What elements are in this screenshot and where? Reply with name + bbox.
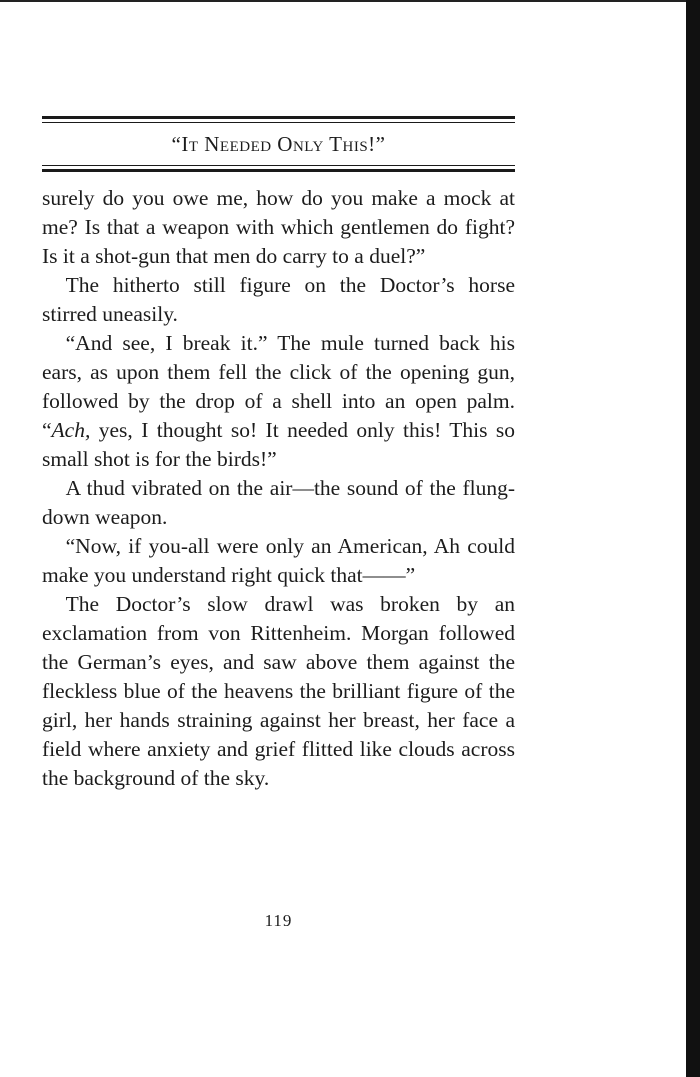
page-binding-edge <box>686 0 700 1077</box>
paragraph-6 <box>42 590 515 793</box>
running-head: “It Needed Only This!” <box>171 132 386 156</box>
header-rule-top-thin <box>42 122 515 123</box>
paragraph-text: The hitherto still figure on the Doctor’s horse stirred uneasily. <box>42 273 515 326</box>
paragraph-text: “Now, if you-all were only an American, Ah could make you understand right quick that——” <box>42 534 515 587</box>
paragraph-text: yes, I thought so! It needed only this! This so small shot is for the birds!” <box>42 418 515 471</box>
paragraph-text: A thud vibrated on the air—the sound of the flung-down weapon. <box>42 476 515 529</box>
paragraph-3 <box>42 329 515 474</box>
paragraph-4 <box>42 474 515 532</box>
paragraph-text: The Doctor’s slow drawl was broken by an exclamation from von Rittenheim. Morgan followed the German’s eyes, and saw above them against the fleckless blue of the heavens the brilliant figure of the girl, her hands straining against her breast, her face a field where anxiety and grief flitted like clouds across the background of the sky. <box>42 592 515 790</box>
page-top-edge <box>0 0 700 2</box>
header-rule-top-thick <box>42 116 515 119</box>
italic-word: Ach, <box>51 418 91 442</box>
paragraph-2 <box>42 271 515 329</box>
header-rule-bottom-thin <box>42 165 515 166</box>
page-body <box>42 184 515 793</box>
paragraph-1 <box>42 184 515 271</box>
paragraph-5 <box>42 532 515 590</box>
header-rule-bottom-thick <box>42 169 515 172</box>
paragraph-text: “And see, I break it.” The mule turned back his ears, as upon them fell the click of the opening gun, followed by the drop of a shell into an open palm. “ <box>42 331 515 442</box>
page-number: 119 <box>264 911 293 930</box>
paragraph-text: surely do you owe me, how do you make a mock at me? Is that a weapon with which gentlemen do fight? Is it a shot-gun that men do carry to a duel?” <box>42 186 515 268</box>
